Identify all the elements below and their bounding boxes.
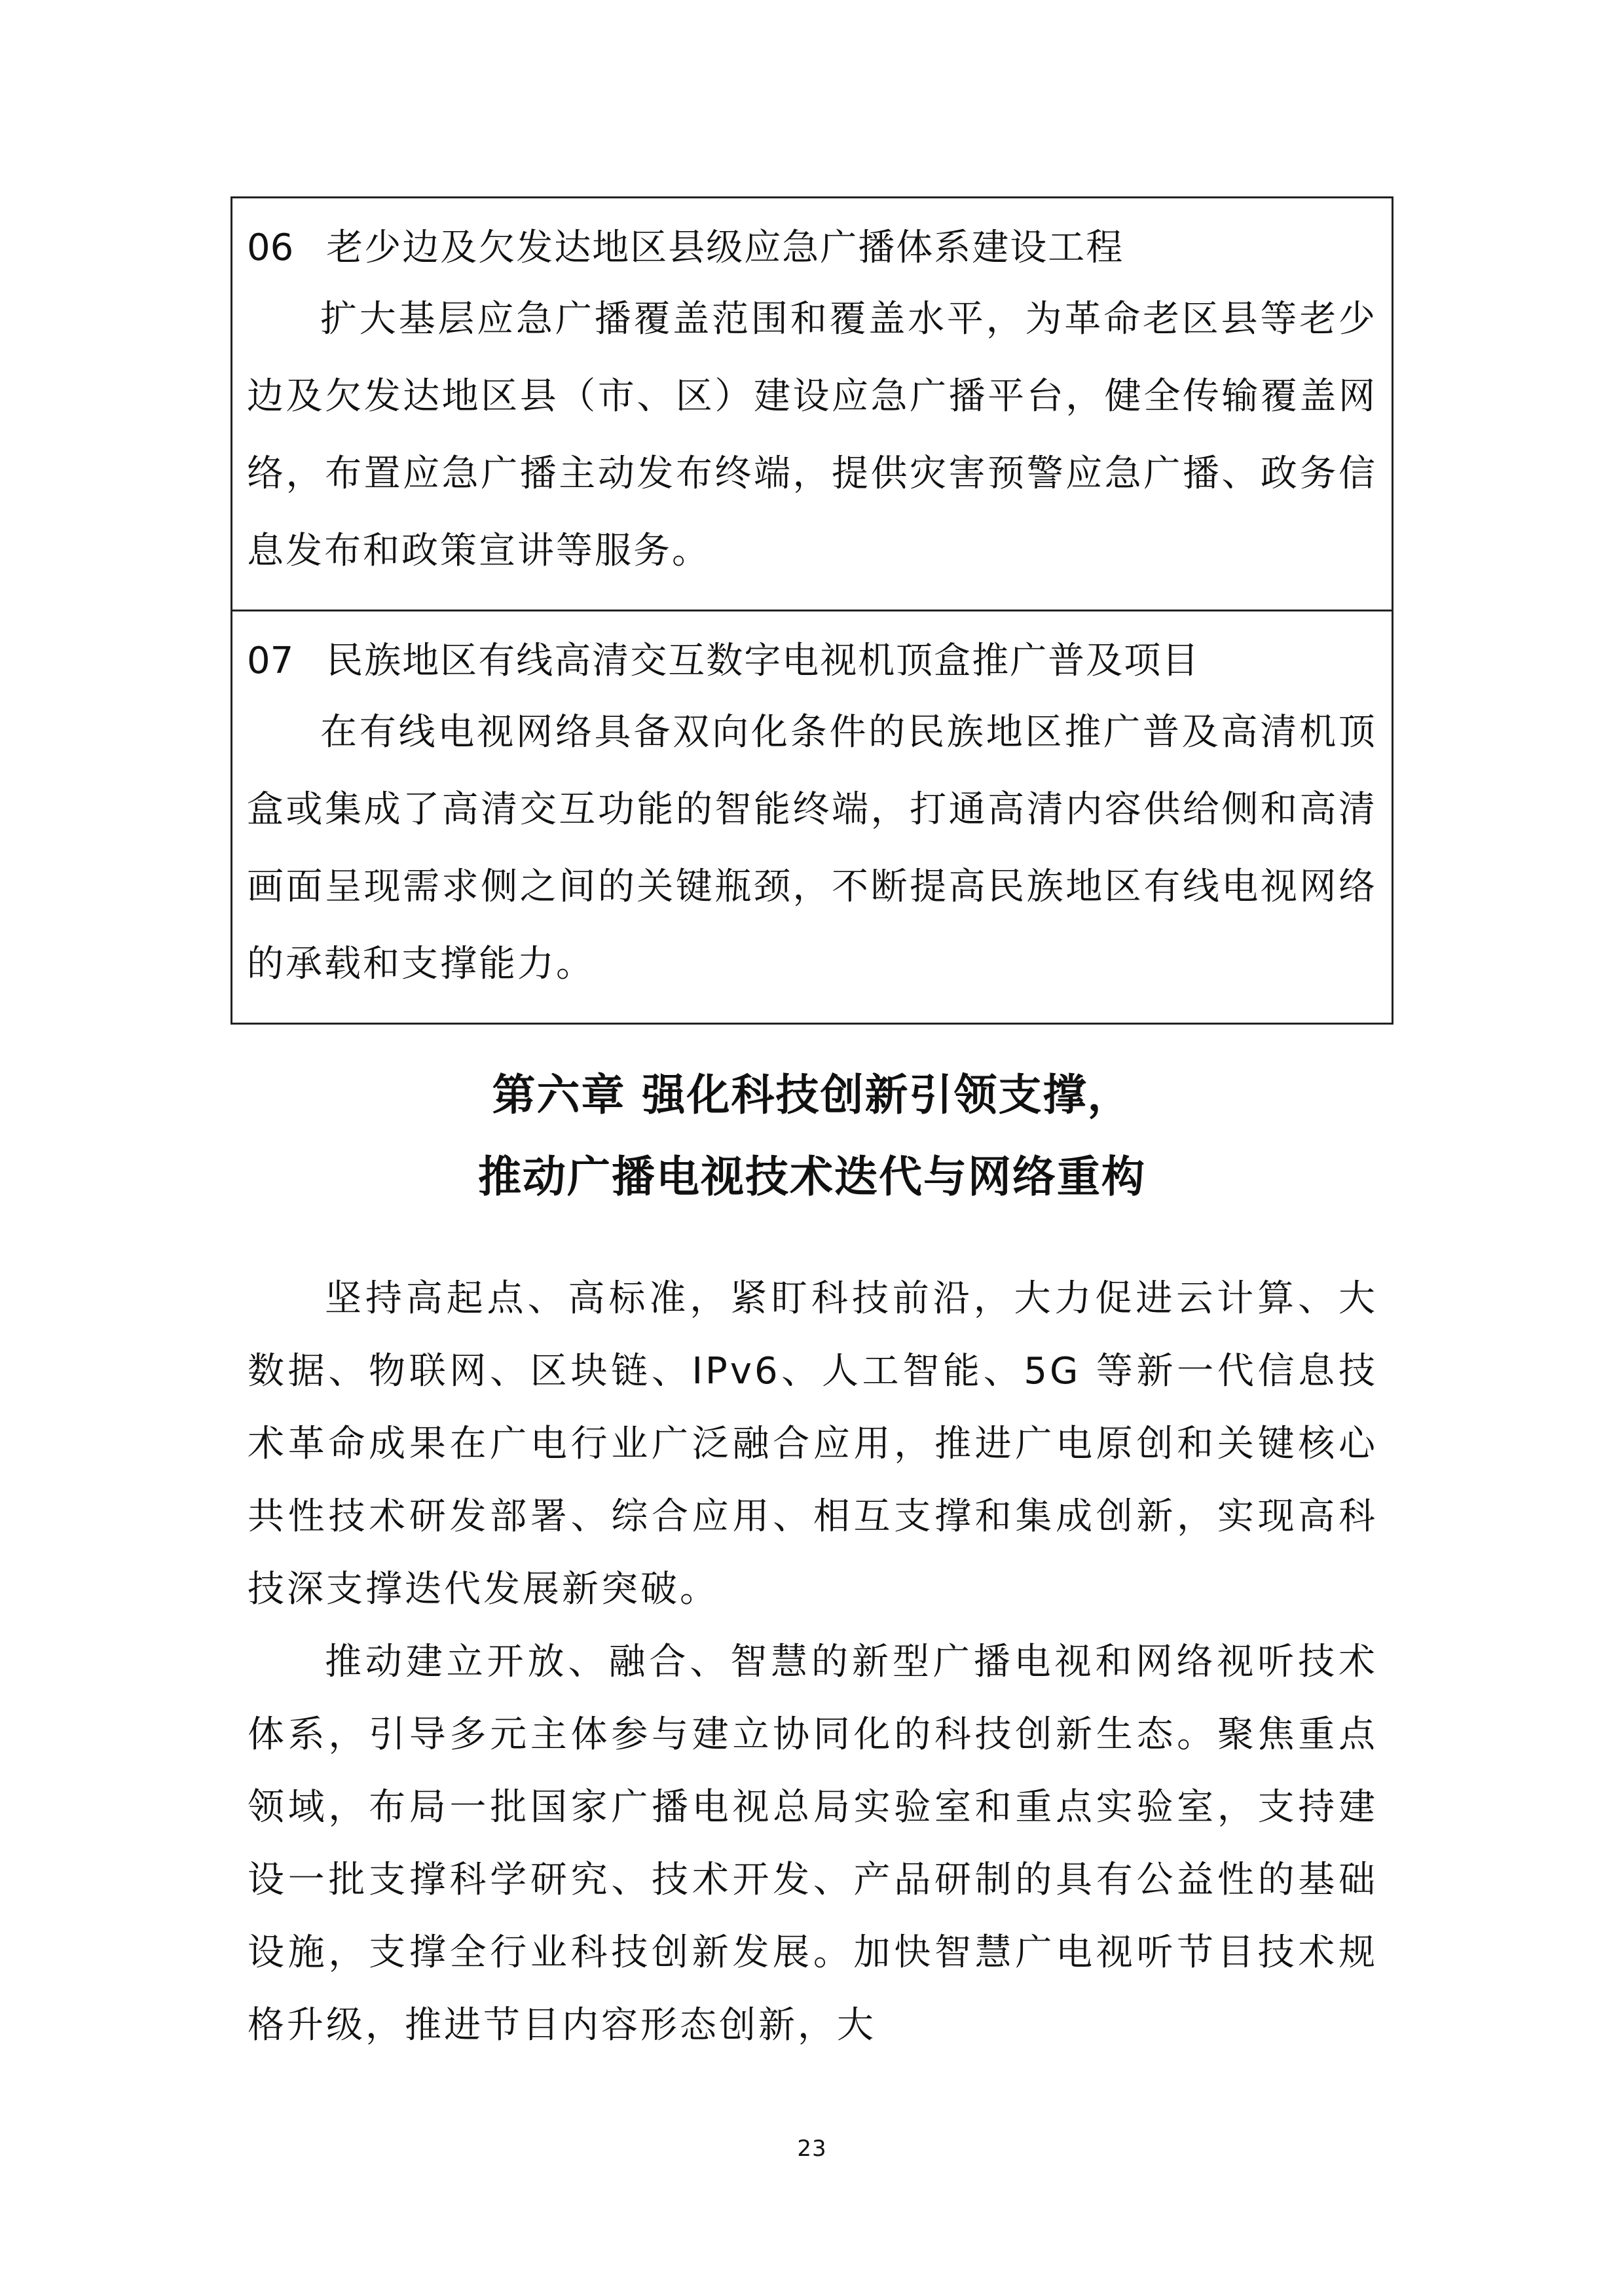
chapter-body (248, 1262, 1378, 2062)
project-title (247, 629, 1377, 694)
project-box-table (231, 196, 1393, 1025)
project-title (247, 215, 1377, 281)
project-description: 扩大基层应急广播覆盖范围和覆盖水平，为革命老区县等老少边及欠发达地区县（市、区）建设应急广播平台，健全传输覆盖网络，布置应急广播主动发布终端，提供灾害预警应急广播、政务信息发布和政策宣讲等服务。 (247, 298, 1377, 572)
page-number: 23 (797, 2136, 827, 2162)
project-number: 06 (247, 227, 294, 269)
chapter-heading (231, 1054, 1393, 1218)
body-paragraph-1: 坚持高起点、高标准，紧盯科技前沿，大力促进云计算、大数据、物联网、区块链、IPv6、人工智能、5G 等新一代信息技术革命成果在广电行业广泛融合应用，推进广电原创和关键核心共性技术研发部署、综合应用、相互支撑和集成创新，实现高科技深支撑迭代发展新突破。 (248, 1277, 1378, 1611)
project-number: 07 (247, 640, 294, 682)
project-description: 在有线电视网络具备双向化条件的民族地区推广普及高清机顶盒或集成了高清交互功能的智能终端，打通高清内容供给侧和高清画面呈现需求侧之间的关键瓶颈，不断提高民族地区有线电视网络的承载和支撑能力。 (247, 711, 1377, 985)
project-box-06 (232, 198, 1392, 610)
project-title-text: 老少边及欠发达地区县级应急广播体系建设工程 (326, 227, 1124, 269)
project-box-07 (232, 610, 1392, 1023)
project-title-text: 民族地区有线高清交互数字电视机顶盒推广普及项目 (326, 640, 1200, 682)
chapter-heading-line-1: 第六章 强化科技创新引领支撑， (492, 1069, 1132, 1120)
body-paragraph-2: 推动建立开放、融合、智慧的新型广播电视和网络视听技术体系，引导多元主体参与建立协同化的科技创新生态。聚焦重点领域，布局一批国家广播电视总局实验室和重点实验室，支持建设一批支撑科学研究、技术开发、产品研制的具有公益性的基础设施，支撑全行业科技创新发展。加快智慧广电视听节目技术规格升级，推进节目内容形态创新，大 (248, 1641, 1378, 2047)
chapter-heading-line-2: 推动广播电视技术迭代与网络重构 (478, 1151, 1146, 1202)
